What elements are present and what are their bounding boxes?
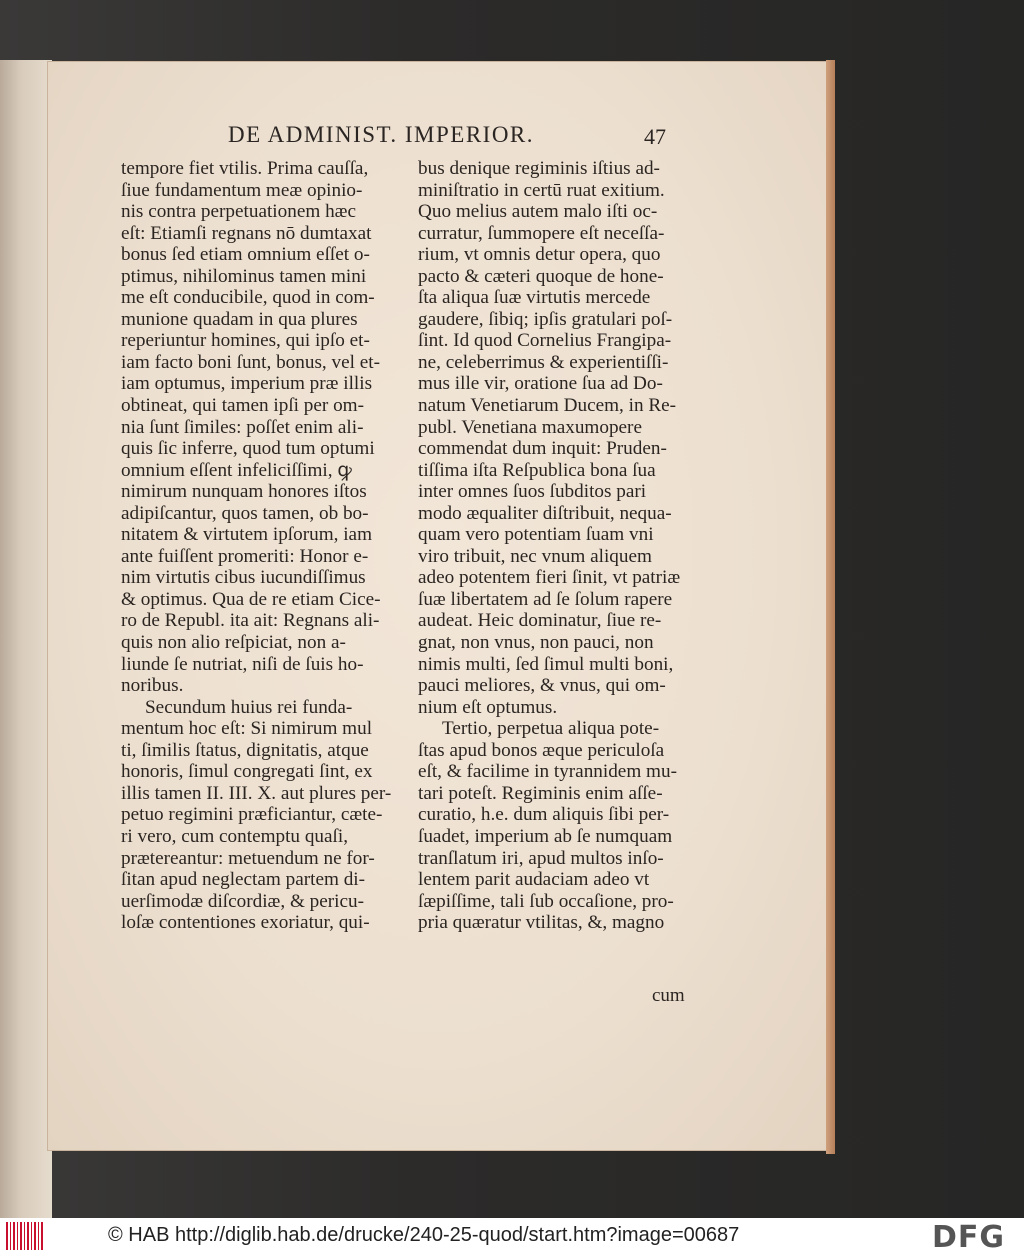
text-line: quis ſic inferre, quod tum optumi bbox=[121, 438, 375, 460]
text-line: nia ſunt ſimiles: poſſet enim ali- bbox=[121, 416, 364, 438]
page-right-edge bbox=[826, 60, 835, 1154]
text-line: quis non alio reſpiciat, non a- bbox=[121, 632, 346, 654]
text-line: lentem parit audaciam adeo vt bbox=[418, 869, 650, 891]
text-line: pacto & cæteri quoque de hone- bbox=[418, 265, 664, 287]
text-line: nimirum nunquam honores iſtos bbox=[121, 481, 367, 503]
text-line: & optimus. Qua de re etiam Cice- bbox=[121, 588, 381, 610]
text-line: pauci meliores, & vnus, qui om- bbox=[418, 675, 666, 697]
footer-source-link[interactable]: © HAB http://diglib.hab.de/drucke/240-25-quod/start.htm?image=00687 bbox=[108, 1224, 740, 1246]
text-line: tempore fiet vtilis. Prima cauſſa, bbox=[121, 158, 369, 179]
text-line: mus ille vir, oratione ſua ad Do- bbox=[418, 373, 663, 395]
text-line: Quo melius autem malo iſti oc- bbox=[418, 201, 658, 223]
right-text-column bbox=[418, 158, 694, 934]
text-line: ſtas apud bonos æque periculoſa bbox=[418, 739, 665, 761]
text-line: noribus. bbox=[121, 675, 184, 697]
text-line: ſæpiſſime, tali ſub occaſione, pro- bbox=[418, 890, 674, 912]
text-line: iam facto boni ſunt, bonus, vel et- bbox=[121, 351, 380, 373]
running-head: DE ADMINIST. IMPERIOR. bbox=[228, 122, 535, 147]
text-line: adipiſcantur, quos tamen, ob bo- bbox=[121, 502, 369, 524]
text-line: nitatem & virtutem ipſorum, iam bbox=[121, 524, 372, 546]
text-line: illis tamen II. III. X. aut plures per- bbox=[121, 782, 392, 804]
text-line: bus denique regiminis iſtius ad- bbox=[418, 158, 660, 179]
text-line: obtineat, qui tamen ipſi per om- bbox=[121, 395, 364, 417]
text-line: liunde ſe nutriat, niſi de ſuis ho- bbox=[121, 653, 364, 675]
text-line: rium, vt omnis detur opera, quo bbox=[418, 244, 661, 266]
text-line: miniſtratio in certū ruat exitium. bbox=[418, 179, 665, 201]
text-line: nis contra perpetuationem hæc bbox=[121, 201, 356, 223]
text-line: inter omnes ſuos ſubditos pari bbox=[418, 481, 647, 503]
text-line: Tertio, perpetua aliqua pote- bbox=[442, 718, 660, 740]
left-page-edge bbox=[0, 60, 52, 1220]
text-line: bonus ſed etiam omnium eſſet o- bbox=[121, 244, 370, 266]
text-line: curratur, ſummopere eſt neceſſa- bbox=[418, 222, 665, 244]
text-line: Secundum huius rei funda- bbox=[145, 696, 353, 718]
text-line: honoris, ſimul congregati ſint, ex bbox=[121, 761, 373, 783]
text-line: audeat. Heic dominatur, ſiue re- bbox=[418, 610, 662, 632]
text-line: tranſlatum iri, apud multos inſo- bbox=[418, 847, 664, 869]
text-line: pria quæratur vtilitas, &, magno bbox=[418, 912, 665, 934]
text-line: gaudere, ſibiq; ipſis gratulari poſ- bbox=[418, 308, 673, 330]
text-line: nimis multi, ſed ſimul multi boni, bbox=[418, 653, 674, 675]
text-line: ſitan apud neglectam partem di- bbox=[121, 869, 366, 891]
text-line: modo æqualiter diſtribuit, nequa- bbox=[418, 502, 672, 524]
text-line: ante fuiſſent promeriti: Honor e- bbox=[121, 545, 369, 567]
hab-logo-icon bbox=[6, 1222, 44, 1250]
left-text-column bbox=[121, 158, 407, 934]
text-line: ti, ſimilis ſtatus, dignitatis, atque bbox=[121, 739, 369, 761]
text-line: ro de Republ. ita ait: Regnans ali- bbox=[121, 610, 380, 632]
text-line: petuo regimini præficiantur, cæte- bbox=[121, 804, 383, 826]
text-line: nium eſt optumus. bbox=[418, 696, 558, 718]
text-line: viro tribuit, nec vnum aliquem bbox=[418, 545, 652, 567]
text-line: iam optumus, imperium præ illis bbox=[121, 373, 373, 395]
text-line: munione quadam in qua plures bbox=[121, 308, 358, 330]
text-line: reperiuntur homines, qui ipſo et- bbox=[121, 330, 370, 352]
text-line: me eſt conducibile, quod in com- bbox=[121, 287, 375, 309]
text-line: nim virtutis cibus iucundiſſimus bbox=[121, 567, 366, 589]
text-line: quam vero potentiam ſuam vni bbox=[418, 524, 654, 546]
text-line: ne, celeberrimus & experientiſſi- bbox=[418, 351, 669, 373]
text-line: ſuadet, imperium ab ſe numquam bbox=[418, 825, 673, 847]
catchword: cum bbox=[652, 985, 685, 1006]
text-line: curatio, h.e. dum aliquis ſibi per- bbox=[418, 804, 670, 826]
text-line: ptimus, nihilominus tamen mini bbox=[121, 265, 367, 287]
text-line: gnat, non vnus, non pauci, non bbox=[418, 632, 654, 654]
text-line: ri vero, cum contemptu quaſi, bbox=[121, 825, 348, 847]
page-number: 47 bbox=[644, 124, 666, 149]
text-line: loſæ contentiones exoriatur, qui- bbox=[121, 912, 370, 934]
text-line: ſiue fundamentum meæ opinio- bbox=[121, 179, 363, 201]
text-line: tari poteſt. Regiminis enim aſſe- bbox=[418, 782, 663, 804]
text-line: mentum hoc eſt: Si nimirum mul bbox=[121, 718, 373, 740]
text-line: adeo potentem fieri ſinit, vt patriæ bbox=[418, 567, 681, 589]
text-line: prætereantur: metuendum ne for- bbox=[121, 847, 375, 869]
dfg-logo: DFG bbox=[932, 1220, 1006, 1255]
text-line: commendat dum inquit: Pruden- bbox=[418, 438, 667, 460]
text-line: eſt: Etiamſi regnans nō dumtaxat bbox=[121, 222, 372, 244]
text-line: ſint. Id quod Cornelius Frangipa- bbox=[418, 330, 672, 352]
text-line: eſt, & facilime in tyrannidem mu- bbox=[418, 761, 677, 783]
text-line: publ. Venetiana maxumopere bbox=[418, 416, 642, 438]
text-line: natum Venetiarum Ducem, in Re- bbox=[418, 395, 677, 417]
text-line: uerſimodæ diſcordiæ, & pericu- bbox=[121, 890, 364, 912]
text-line: omnium eſſent infeliciſſimi, ꝙ bbox=[121, 459, 352, 481]
text-line: ſta aliqua ſuæ virtutis mercede bbox=[418, 287, 651, 309]
text-line: tiſſima iſta Reſpublica bona ſua bbox=[418, 459, 656, 481]
text-line: ſuæ libertatem ad ſe ſolum rapere bbox=[418, 588, 673, 610]
